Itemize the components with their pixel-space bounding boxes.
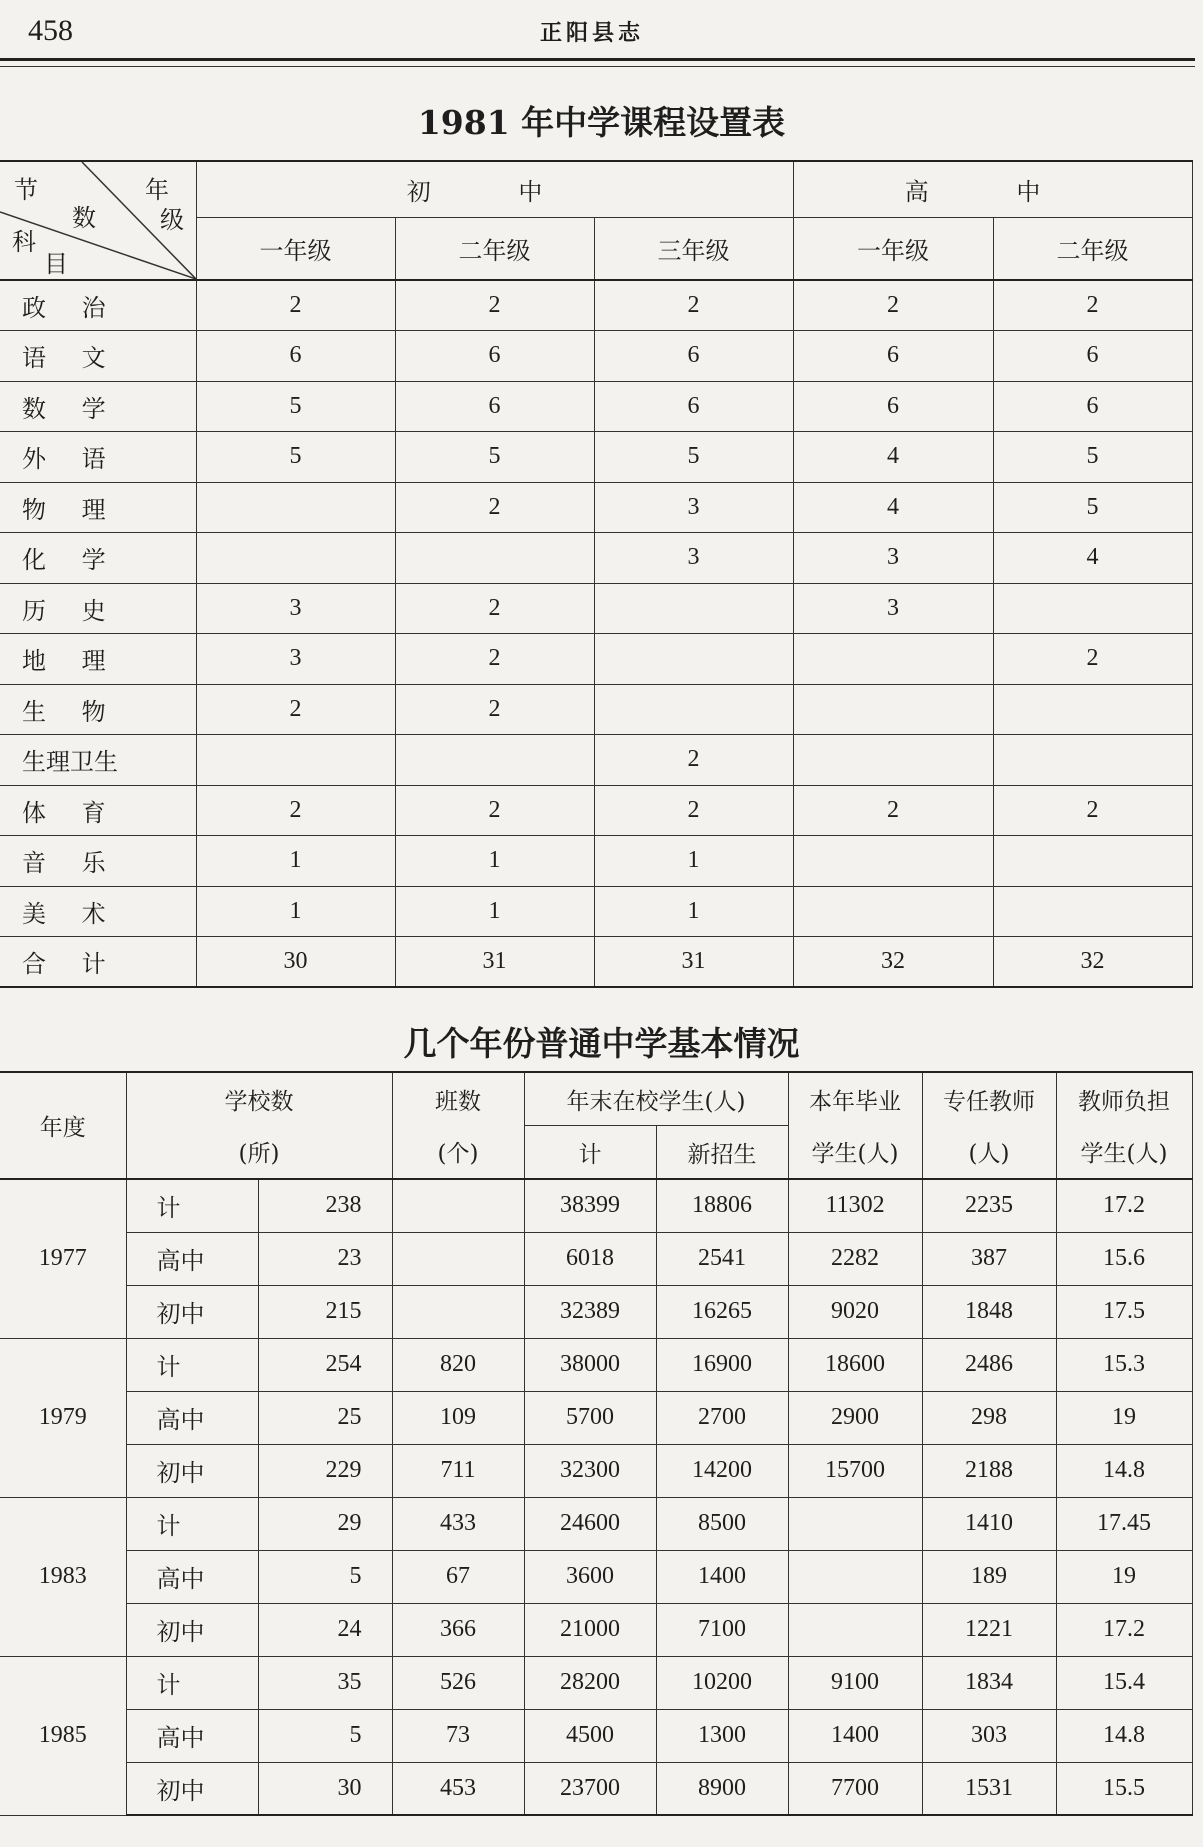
hours-cell: 4 bbox=[793, 432, 993, 483]
corner-grade-label-1: 年 bbox=[145, 176, 169, 204]
hours-cell: 2 bbox=[793, 785, 993, 836]
hours-cell bbox=[993, 836, 1192, 887]
teachers-cell: 387 bbox=[922, 1232, 1056, 1285]
hours-cell bbox=[993, 684, 1192, 735]
hours-cell: 6 bbox=[993, 381, 1192, 432]
schools-cell: 29 bbox=[258, 1497, 392, 1550]
category-cell: 高中 bbox=[126, 1550, 258, 1603]
header-classes-unit: (个) bbox=[392, 1126, 524, 1180]
page-number: 458 bbox=[28, 14, 73, 47]
hours-cell: 1 bbox=[594, 886, 793, 937]
hours-cell: 2 bbox=[395, 684, 594, 735]
new-cell: 1300 bbox=[656, 1709, 788, 1762]
total-cell: 4500 bbox=[524, 1709, 656, 1762]
hours-cell: 32 bbox=[793, 937, 993, 988]
new-cell: 8900 bbox=[656, 1762, 788, 1815]
hours-cell: 6 bbox=[196, 331, 395, 382]
classes-cell: 820 bbox=[392, 1338, 524, 1391]
subject-cell: 美 术 bbox=[0, 886, 196, 937]
schools-cell: 25 bbox=[258, 1391, 392, 1444]
total-cell: 3600 bbox=[524, 1550, 656, 1603]
corner-header-cell bbox=[0, 161, 196, 280]
table-row bbox=[0, 1550, 1192, 1603]
header-schools-unit: (所) bbox=[126, 1126, 392, 1180]
classes-cell bbox=[392, 1285, 524, 1338]
classes-cell: 366 bbox=[392, 1603, 524, 1656]
category-cell: 计 bbox=[126, 1656, 258, 1709]
hours-cell: 6 bbox=[993, 331, 1192, 382]
ratio-cell: 15.3 bbox=[1056, 1338, 1192, 1391]
grad-cell: 9100 bbox=[788, 1656, 922, 1709]
header-rule bbox=[0, 58, 1195, 61]
hours-cell: 3 bbox=[594, 533, 793, 584]
table-row bbox=[0, 533, 1192, 584]
header-students-total: 计 bbox=[524, 1126, 656, 1180]
grad-cell: 15700 bbox=[788, 1444, 922, 1497]
header-schools bbox=[126, 1072, 392, 1126]
table-row bbox=[0, 785, 1192, 836]
subject-cell: 数 学 bbox=[0, 381, 196, 432]
teachers-cell: 303 bbox=[922, 1709, 1056, 1762]
grad-cell: 11302 bbox=[788, 1179, 922, 1232]
hours-cell bbox=[395, 533, 594, 584]
hours-cell: 6 bbox=[793, 381, 993, 432]
teachers-cell: 1834 bbox=[922, 1656, 1056, 1709]
hours-cell: 1 bbox=[196, 836, 395, 887]
classes-cell: 711 bbox=[392, 1444, 524, 1497]
header-rule-thin bbox=[0, 66, 1195, 67]
schools-cell: 23 bbox=[258, 1232, 392, 1285]
hours-cell: 6 bbox=[594, 381, 793, 432]
hours-cell: 2 bbox=[395, 785, 594, 836]
schools-cell: 24 bbox=[258, 1603, 392, 1656]
hours-cell: 2 bbox=[395, 583, 594, 634]
table-row bbox=[0, 684, 1192, 735]
subject-cell: 历 史 bbox=[0, 583, 196, 634]
teachers-cell: 1531 bbox=[922, 1762, 1056, 1815]
schools-cell: 5 bbox=[258, 1709, 392, 1762]
ratio-cell: 17.45 bbox=[1056, 1497, 1192, 1550]
total-cell: 23700 bbox=[524, 1762, 656, 1815]
hours-cell: 2 bbox=[196, 684, 395, 735]
total-cell: 21000 bbox=[524, 1603, 656, 1656]
new-cell: 18806 bbox=[656, 1179, 788, 1232]
table-row bbox=[0, 331, 1192, 382]
hours-cell: 3 bbox=[793, 533, 993, 584]
category-cell: 初中 bbox=[126, 1762, 258, 1815]
teachers-cell: 298 bbox=[922, 1391, 1056, 1444]
grad-cell bbox=[788, 1550, 922, 1603]
hours-cell: 2 bbox=[594, 785, 793, 836]
hours-cell: 31 bbox=[395, 937, 594, 988]
classes-cell bbox=[392, 1179, 524, 1232]
hours-cell bbox=[395, 735, 594, 786]
hours-cell: 2 bbox=[793, 280, 993, 331]
hours-cell: 2 bbox=[993, 785, 1192, 836]
new-cell: 16900 bbox=[656, 1338, 788, 1391]
hours-cell: 5 bbox=[993, 432, 1192, 483]
ratio-cell: 19 bbox=[1056, 1391, 1192, 1444]
total-cell: 24600 bbox=[524, 1497, 656, 1550]
corner-subject-label-2: 目 bbox=[44, 250, 68, 278]
ratio-cell: 17.5 bbox=[1056, 1285, 1192, 1338]
classes-cell: 433 bbox=[392, 1497, 524, 1550]
hours-cell: 2 bbox=[395, 634, 594, 685]
year-cell: 1977 bbox=[0, 1179, 126, 1338]
hours-cell bbox=[196, 533, 395, 584]
hours-cell: 5 bbox=[196, 432, 395, 483]
schools-cell: 254 bbox=[258, 1338, 392, 1391]
new-cell: 1400 bbox=[656, 1550, 788, 1603]
header-students: 年末在校学生(人) bbox=[524, 1072, 788, 1126]
table-row bbox=[0, 735, 1192, 786]
header-graduates-unit: 学生(人) bbox=[788, 1126, 922, 1180]
category-cell: 计 bbox=[126, 1497, 258, 1550]
table-row bbox=[0, 937, 1192, 988]
table-row bbox=[0, 1444, 1192, 1497]
table-row bbox=[0, 1179, 1192, 1232]
schools-cell: 215 bbox=[258, 1285, 392, 1338]
category-cell: 初中 bbox=[126, 1603, 258, 1656]
hours-cell bbox=[196, 735, 395, 786]
ratio-cell: 14.8 bbox=[1056, 1709, 1192, 1762]
hours-cell: 6 bbox=[793, 331, 993, 382]
ratio-cell: 15.5 bbox=[1056, 1762, 1192, 1815]
table-row bbox=[0, 1232, 1192, 1285]
hours-cell: 3 bbox=[793, 583, 993, 634]
subject-cell: 外 语 bbox=[0, 432, 196, 483]
group-junior: 初 中 bbox=[196, 161, 793, 218]
hours-cell: 4 bbox=[793, 482, 993, 533]
table-row bbox=[0, 432, 1192, 483]
hours-cell: 6 bbox=[395, 381, 594, 432]
year-cell: 1985 bbox=[0, 1656, 126, 1815]
hours-cell: 3 bbox=[196, 583, 395, 634]
grade-header: 一年级 bbox=[196, 218, 395, 280]
school-stats-table bbox=[0, 1071, 1193, 1816]
total-cell: 5700 bbox=[524, 1391, 656, 1444]
hours-cell: 1 bbox=[594, 836, 793, 887]
table-row bbox=[0, 1603, 1192, 1656]
total-cell: 6018 bbox=[524, 1232, 656, 1285]
table-row bbox=[0, 583, 1192, 634]
new-cell: 2700 bbox=[656, 1391, 788, 1444]
book-title: 正阳县志 bbox=[540, 20, 645, 46]
hours-cell bbox=[793, 735, 993, 786]
header-year: 年度 bbox=[0, 1072, 126, 1179]
new-cell: 14200 bbox=[656, 1444, 788, 1497]
ratio-cell: 19 bbox=[1056, 1550, 1192, 1603]
ratio-cell: 15.4 bbox=[1056, 1656, 1192, 1709]
hours-cell: 5 bbox=[594, 432, 793, 483]
grade-header: 一年级 bbox=[793, 218, 993, 280]
hours-cell bbox=[993, 735, 1192, 786]
grad-cell: 7700 bbox=[788, 1762, 922, 1815]
hours-cell bbox=[594, 583, 793, 634]
hours-cell: 3 bbox=[196, 634, 395, 685]
hours-cell bbox=[993, 886, 1192, 937]
new-cell: 8500 bbox=[656, 1497, 788, 1550]
teachers-cell: 1221 bbox=[922, 1603, 1056, 1656]
grad-cell bbox=[788, 1603, 922, 1656]
header-ratio: 教师负担 bbox=[1056, 1072, 1192, 1126]
schools-cell: 30 bbox=[258, 1762, 392, 1815]
schools-cell: 238 bbox=[258, 1179, 392, 1232]
hours-cell: 5 bbox=[993, 482, 1192, 533]
hours-cell: 2 bbox=[993, 280, 1192, 331]
classes-cell: 526 bbox=[392, 1656, 524, 1709]
corner-subject-label-1: 科 bbox=[12, 228, 36, 256]
curriculum-table bbox=[0, 160, 1193, 988]
hours-cell: 1 bbox=[196, 886, 395, 937]
subject-cell: 政 治 bbox=[0, 280, 196, 331]
grad-cell: 18600 bbox=[788, 1338, 922, 1391]
table-row bbox=[0, 1656, 1192, 1709]
hours-cell bbox=[793, 634, 993, 685]
table-row bbox=[0, 1709, 1192, 1762]
grad-cell: 1400 bbox=[788, 1709, 922, 1762]
hours-cell bbox=[793, 886, 993, 937]
teachers-cell: 1410 bbox=[922, 1497, 1056, 1550]
subject-cell: 地 理 bbox=[0, 634, 196, 685]
hours-cell: 32 bbox=[993, 937, 1192, 988]
schools-cell: 229 bbox=[258, 1444, 392, 1497]
classes-cell: 67 bbox=[392, 1550, 524, 1603]
category-cell: 计 bbox=[126, 1179, 258, 1232]
corner-periods-label-1: 节 bbox=[14, 176, 38, 204]
subject-cell: 音 乐 bbox=[0, 836, 196, 887]
hours-cell: 31 bbox=[594, 937, 793, 988]
table1-title: 1981 年中学课程设置表 bbox=[417, 103, 786, 142]
header-ratio-unit: 学生(人) bbox=[1056, 1126, 1192, 1180]
teachers-cell: 2486 bbox=[922, 1338, 1056, 1391]
new-cell: 7100 bbox=[656, 1603, 788, 1656]
ratio-cell: 17.2 bbox=[1056, 1179, 1192, 1232]
hours-cell: 1 bbox=[395, 886, 594, 937]
table-row bbox=[0, 1762, 1192, 1815]
total-cell: 38399 bbox=[524, 1179, 656, 1232]
hours-cell: 30 bbox=[196, 937, 395, 988]
table2-title: 几个年份普通中学基本情况 bbox=[403, 1024, 800, 1063]
hours-cell: 2 bbox=[395, 482, 594, 533]
grad-cell: 2282 bbox=[788, 1232, 922, 1285]
category-cell: 高中 bbox=[126, 1391, 258, 1444]
classes-cell: 109 bbox=[392, 1391, 524, 1444]
hours-cell: 2 bbox=[594, 280, 793, 331]
grade-header: 三年级 bbox=[594, 218, 793, 280]
ratio-cell: 14.8 bbox=[1056, 1444, 1192, 1497]
table-row bbox=[0, 634, 1192, 685]
hours-cell: 5 bbox=[395, 432, 594, 483]
category-cell: 高中 bbox=[126, 1232, 258, 1285]
year-cell: 1979 bbox=[0, 1338, 126, 1497]
hours-cell: 1 bbox=[395, 836, 594, 887]
total-cell: 38000 bbox=[524, 1338, 656, 1391]
schools-cell: 35 bbox=[258, 1656, 392, 1709]
subject-cell: 体 育 bbox=[0, 785, 196, 836]
table-row bbox=[0, 836, 1192, 887]
classes-cell bbox=[392, 1232, 524, 1285]
table-row bbox=[0, 280, 1192, 331]
new-cell: 16265 bbox=[656, 1285, 788, 1338]
hours-cell bbox=[196, 482, 395, 533]
table-row bbox=[0, 1338, 1192, 1391]
hours-cell: 4 bbox=[993, 533, 1192, 584]
hours-cell: 2 bbox=[993, 634, 1192, 685]
table-row bbox=[0, 886, 1192, 937]
hours-cell: 3 bbox=[594, 482, 793, 533]
subject-cell: 化 学 bbox=[0, 533, 196, 584]
table-row bbox=[0, 1391, 1192, 1444]
new-cell: 10200 bbox=[656, 1656, 788, 1709]
category-cell: 计 bbox=[126, 1338, 258, 1391]
header-teachers-unit: (人) bbox=[922, 1126, 1056, 1180]
hours-cell: 2 bbox=[196, 280, 395, 331]
subject-cell: 生理卫生 bbox=[0, 735, 196, 786]
category-cell: 初中 bbox=[126, 1444, 258, 1497]
category-cell: 初中 bbox=[126, 1285, 258, 1338]
category-cell: 高中 bbox=[126, 1709, 258, 1762]
hours-cell bbox=[793, 836, 993, 887]
corner-grade-label-2: 级 bbox=[160, 206, 184, 234]
hours-cell: 6 bbox=[594, 331, 793, 382]
subject-cell: 合 计 bbox=[0, 937, 196, 988]
hours-cell bbox=[594, 684, 793, 735]
table-row bbox=[0, 482, 1192, 533]
header-classes: 班数 bbox=[392, 1072, 524, 1126]
table-row bbox=[0, 381, 1192, 432]
total-cell: 32389 bbox=[524, 1285, 656, 1338]
header-graduates: 本年毕业 bbox=[788, 1072, 922, 1126]
teachers-cell: 1848 bbox=[922, 1285, 1056, 1338]
schools-cell: 5 bbox=[258, 1550, 392, 1603]
header-students-new: 新招生 bbox=[656, 1126, 788, 1180]
grade-header: 二年级 bbox=[993, 218, 1192, 280]
table-row bbox=[0, 1497, 1192, 1550]
hours-cell: 6 bbox=[395, 331, 594, 382]
table-row bbox=[0, 1285, 1192, 1338]
grade-header: 二年级 bbox=[395, 218, 594, 280]
hours-cell: 5 bbox=[196, 381, 395, 432]
classes-cell: 73 bbox=[392, 1709, 524, 1762]
hours-cell: 2 bbox=[594, 735, 793, 786]
hours-cell bbox=[993, 583, 1192, 634]
page-header bbox=[0, 0, 1203, 80]
classes-cell: 453 bbox=[392, 1762, 524, 1815]
teachers-cell: 2235 bbox=[922, 1179, 1056, 1232]
hours-cell: 2 bbox=[196, 785, 395, 836]
new-cell: 2541 bbox=[656, 1232, 788, 1285]
grad-cell: 2900 bbox=[788, 1391, 922, 1444]
year-cell: 1983 bbox=[0, 1497, 126, 1656]
header-teachers: 专任教师 bbox=[922, 1072, 1056, 1126]
subject-cell: 语 文 bbox=[0, 331, 196, 382]
grad-cell: 9020 bbox=[788, 1285, 922, 1338]
total-cell: 28200 bbox=[524, 1656, 656, 1709]
ratio-cell: 15.6 bbox=[1056, 1232, 1192, 1285]
total-cell: 32300 bbox=[524, 1444, 656, 1497]
ratio-cell: 17.2 bbox=[1056, 1603, 1192, 1656]
teachers-cell: 2188 bbox=[922, 1444, 1056, 1497]
subject-cell: 生 物 bbox=[0, 684, 196, 735]
hours-cell bbox=[793, 684, 993, 735]
corner-periods-label-2: 数 bbox=[72, 204, 96, 232]
teachers-cell: 189 bbox=[922, 1550, 1056, 1603]
subject-cell: 物 理 bbox=[0, 482, 196, 533]
hours-cell: 2 bbox=[395, 280, 594, 331]
header-schools-label: 学校数 bbox=[224, 1088, 294, 1115]
grad-cell bbox=[788, 1497, 922, 1550]
group-senior: 高 中 bbox=[793, 161, 1192, 218]
hours-cell bbox=[594, 634, 793, 685]
